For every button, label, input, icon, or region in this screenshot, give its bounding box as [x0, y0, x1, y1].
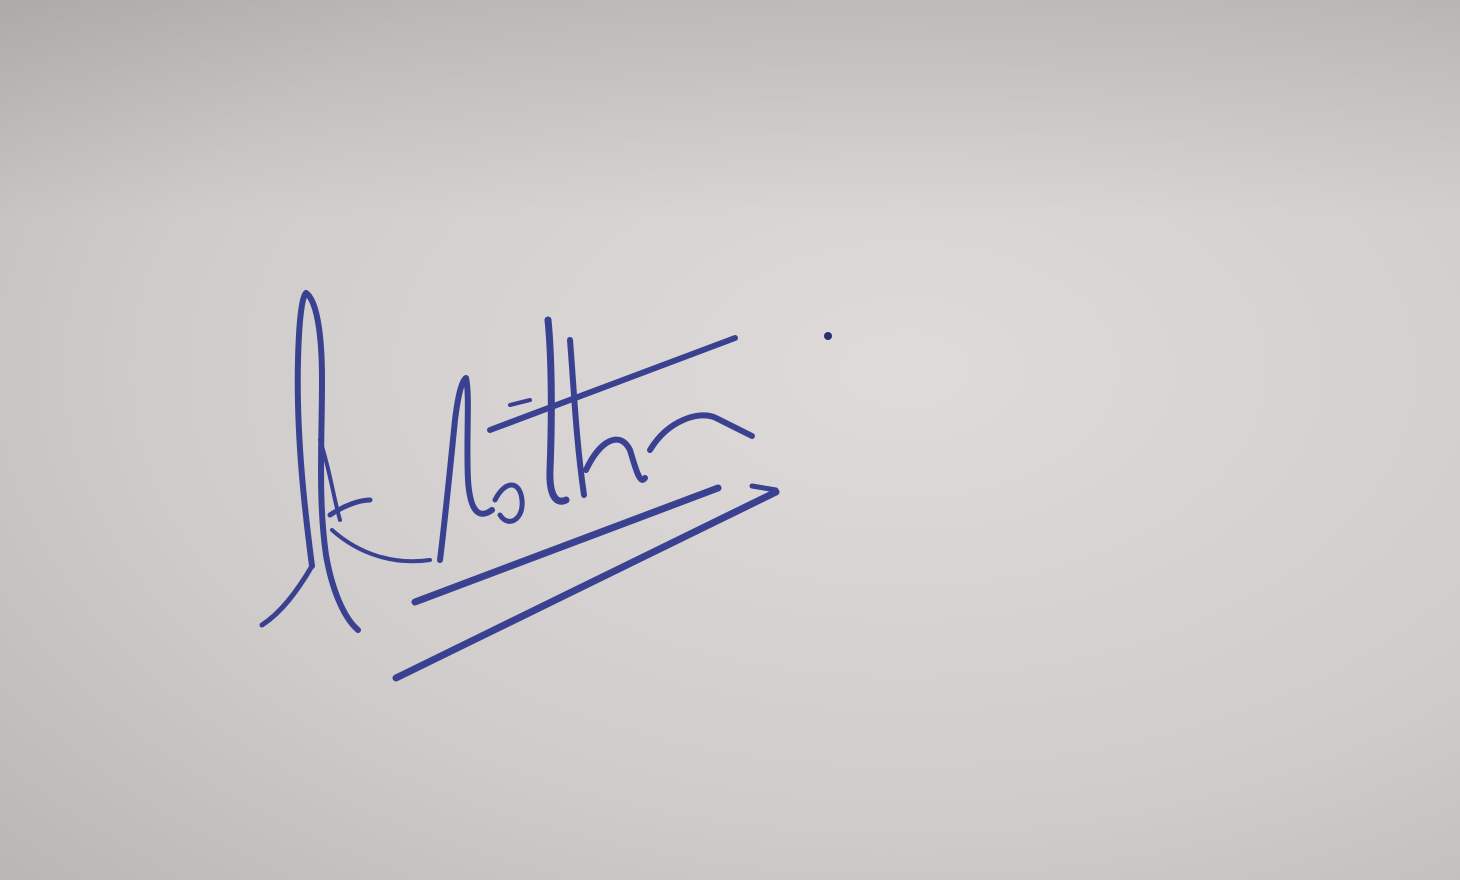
signature-trailing-dot	[824, 332, 832, 340]
signature-stroke-dots	[510, 400, 530, 405]
signature-stroke-connector	[332, 530, 430, 561]
signature-stroke-tail	[262, 566, 312, 625]
signature-stroke-letter-e	[650, 415, 752, 450]
signature-stroke-letter-t	[548, 320, 566, 501]
signature-underline-hook	[752, 486, 776, 490]
signature-stroke-loop	[495, 485, 522, 521]
signature-stroke-letter-h	[570, 340, 645, 495]
signature-stroke-letter-k	[440, 378, 492, 560]
